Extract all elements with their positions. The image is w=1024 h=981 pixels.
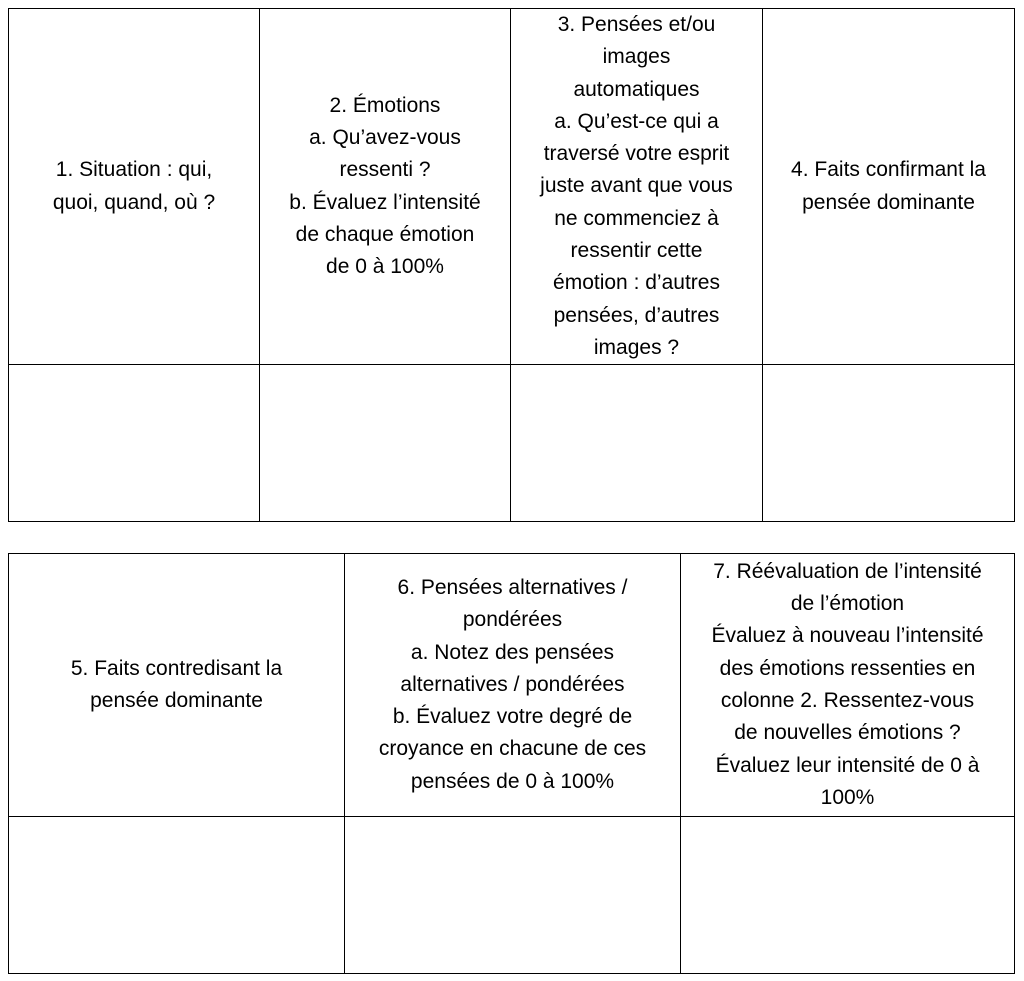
header-situation: 1. Situation : qui, quoi, quand, où ? (9, 9, 260, 365)
entry-cell-situation[interactable] (9, 365, 260, 522)
thought-record-table-bottom (8, 553, 1015, 974)
header-alternative-thoughts: 6. Pensées alternatives / pondérées a. Notez des pensées alternatives / pondérées b. Évaluez votre degré de croyance en chacune de ces pensées de 0 à 100% (345, 554, 681, 817)
header-emotion-reevaluation: 7. Réévaluation de l’intensité de l’émotion Évaluez à nouveau l’intensité des émotions ressenties en colonne 2. Ressentez-vous de nouvelles émotions ? Évaluez leur intensité de 0 à 100% (681, 554, 1015, 817)
table-entry-row (9, 817, 1015, 974)
table-entry-row (9, 365, 1015, 522)
table-header-row (9, 554, 1015, 817)
entry-cell-alternative-thoughts[interactable] (345, 817, 681, 974)
header-automatic-thoughts: 3. Pensées et/ou images automatiques a. Qu’est-ce qui a traversé votre esprit juste avant que vous ne commenciez à ressentir cette émotion : d’autres pensées, d’autres images ? (511, 9, 763, 365)
entry-cell-supporting-facts[interactable] (763, 365, 1015, 522)
entry-cell-emotion-reevaluation[interactable] (681, 817, 1015, 974)
header-contradicting-facts: 5. Faits contredisant la pensée dominante (9, 554, 345, 817)
entry-cell-emotions[interactable] (260, 365, 511, 522)
entry-cell-automatic-thoughts[interactable] (511, 365, 763, 522)
entry-cell-contradicting-facts[interactable] (9, 817, 345, 974)
header-emotions: 2. Émotions a. Qu’avez-vous ressenti ? b. Évaluez l’intensité de chaque émotion de 0 à 100% (260, 9, 511, 365)
thought-record-table-top (8, 8, 1015, 522)
table-header-row (9, 9, 1015, 365)
header-supporting-facts: 4. Faits confirmant la pensée dominante (763, 9, 1015, 365)
